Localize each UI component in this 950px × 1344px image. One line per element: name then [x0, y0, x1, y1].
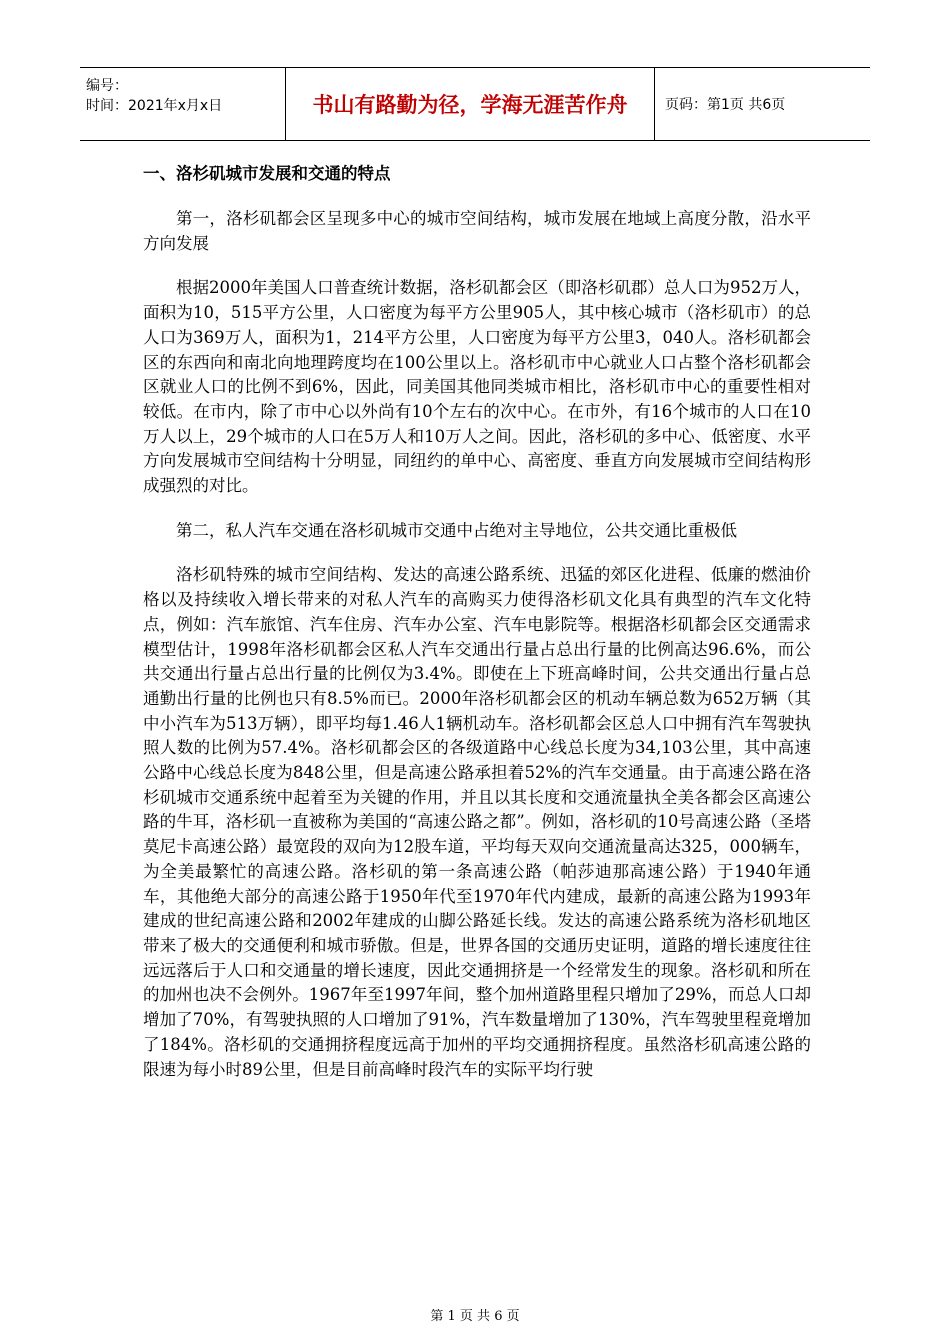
page-header [80, 67, 870, 141]
header-meta [80, 68, 285, 140]
paragraph: 根据2000年美国人口普查统计数据，洛杉矶都会区（即洛杉矶郡）总人口为952万人，面积为10，515平方公里，人口密度为每平方公里905人，其中核心城市（洛杉矶市）的总人口为369万人，面积为1，214平方公里，人口密度为每平方公里3，040人。洛杉矶都会区的东西向和南北向地理跨度均在100公里以上。洛杉矶市中心就业人口占整个洛杉矶都会区就业人口的比例不到6%，因此，同美国其他同类城市相比，洛杉矶市中心的重要性相对较低。在市内，除了市中心以外尚有10个左右的次中心。在市外，有16个城市的人口在10万人以上，29个城市的人口在5万人和10万人之间。因此，洛杉矶的多中心、低密度、水平方向发展城市空间结构十分明显，同纽约的单中心、高密度、垂直方向发展城市空间结构形成强烈的对比。 [143, 278, 811, 496]
document-date: 时间：2021年x月x日 [86, 98, 223, 114]
paragraph: 第二，私人汽车交通在洛杉矶城市交通中占绝对主导地位，公共交通比重极低 [176, 520, 737, 540]
header-motto: 书山有路勤为径，学海无涯苦作舟 [285, 68, 655, 140]
document-body [143, 160, 811, 1102]
document-number-label: 编号： [86, 78, 128, 94]
paragraph: 第一，洛杉矶都会区呈现多中心的城市空间结构，城市发展在地域上高度分散，沿水平方向发展 [143, 209, 811, 253]
page-footer: 第 1 页 共 6 页 [430, 1309, 520, 1324]
paragraph: 洛杉矶特殊的城市空间结构、发达的高速公路系统、迅猛的郊区化进程、低廉的燃油价格以及持续收入增长带来的对私人汽车的高购买力使得洛杉矶文化具有典型的汽车文化特点，例如：汽车旅馆、汽车住房、汽车办公室、汽车电影院等。根据洛杉矶都会区交通需求模型估计，1998年洛杉矶都会区私人汽车交通出行量占总出行量的比例高达96.6%，而公共交通出行量占总出行量的比例仅为3.4%。即使在上下班高峰时间，公共交通出行量占总通勤出行量的比例也只有8.5%而已。2000年洛杉矶都会区的机动车辆总数为652万辆（其中小汽车为513万辆），即平均每1.46人1辆机动车。洛杉矶都会区总人口中拥有汽车驾驶执照人数的比例为57.4%。洛杉矶都会区的各级道路中心线总长度为34,103公里，其中高速公路中心线总长度为848公里，但是高速公路承担着52%的汽车交通量。由于高速公路在洛杉矶城市交通系统中起着至为关键的作用，并且以其长度和交通流量执全美各都会区高速公路的牛耳，洛杉矶一直被称为美国的“高速公路之都”。例如，洛杉矶的10号高速公路（圣塔莫尼卡高速公路）最宽段的双向为12股车道，平均每天双向交通流量高达325，000辆车，为全美最繁忙的高速公路。洛杉矶的第一条高速公路（帕莎迪那高速公路）于1940年通车，其他绝大部分的高速公路于1950年代至1970年代内建成，最新的高速公路为1993年建成的世纪高速公路和2002年建成的山脚公路延长线。发达的高速公路系统为洛杉矶地区带来了极大的交通便利和城市骄傲。但是，世界各国的交通历史证明，道路的增长速度往往远远落后于人口和交通量的增长速度，因此交通拥挤是一个经常发生的现象。洛杉矶和所在的加州也决不会例外。1967年至1997年间，整个加州道路里程只增加了29%，而总人口却增加了70%，有驾驶执照的人口增加了91%，汽车数量增加了130%，汽车驾驶里程竟增加了184%。洛杉矶的交通拥挤程度远高于加州的平均交通拥挤程度。虽然洛杉矶高速公路的限速为每小时89公里，但是目前高峰时段汽车的实际平均行驶 [143, 565, 811, 1079]
header-page-info: 页码：第1页 共6页 [665, 97, 786, 113]
section-heading: 一、洛杉矶城市发展和交通的特点 [143, 164, 391, 183]
